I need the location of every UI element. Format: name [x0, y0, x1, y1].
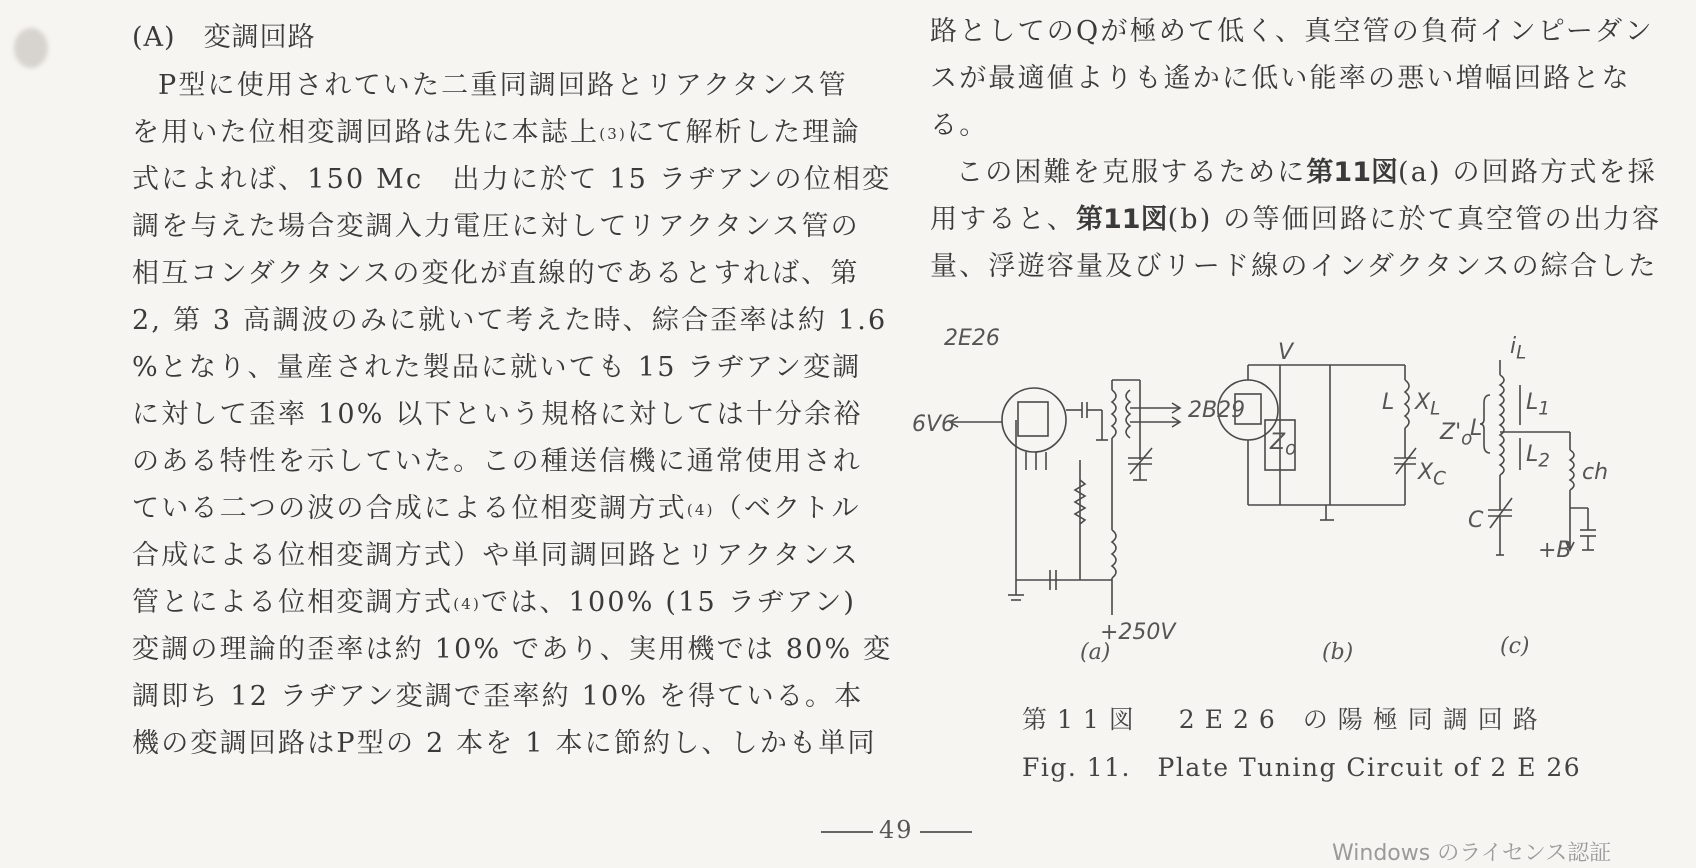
tube-label-a: 2E26 [944, 326, 1000, 351]
section-heading: (A) 変調回路 [132, 22, 316, 53]
text-line: 用すると、第11図(b) の等価回路に於て真空管の出力容 [930, 204, 1662, 235]
l-label-c: L [1470, 416, 1483, 441]
figure-caption-jp: 第11図 2E26 の陽極同調回路 [1022, 705, 1548, 734]
tube-label-b: V [1278, 340, 1294, 365]
xc-label-b: $X_C$ [1418, 460, 1446, 490]
l2-label-c: $L_2$ [1526, 442, 1550, 472]
xl-label-b: $X_L$ [1415, 390, 1441, 420]
text-line: 量、浮遊容量及びリード線のインダクタンスの綜合した [930, 251, 1658, 282]
right-paragraph-1 [930, 8, 1670, 149]
text-line: る。 [930, 110, 989, 141]
text-line: 2, 第 3 高調波のみに就いて考えた時、綜合歪率は約 1.6 [132, 305, 888, 336]
text-line: に対して歪率 10% 以下という規格に対しては十分余裕 [132, 399, 863, 430]
page-number-dash-right [920, 831, 972, 833]
text-line: 合成による位相変調方式）や単同調回路とリアクタンス [132, 540, 860, 571]
l-label-b: L [1382, 390, 1395, 415]
text-line: 相互コンダクタンスの変化が直線的であるとすれば、第 [132, 258, 860, 289]
text-line: 管とによる位相変調方式$^{(4)}$では、100% (15 ラヂアン) [132, 587, 857, 618]
b-plus-label-c: +B [1538, 538, 1572, 563]
text-line: 変調の理論的歪率は約 10% であり、実用機では 80% 変 [132, 634, 893, 665]
reference-marker: (4) [686, 501, 715, 519]
z0-label-b: $Z_o$ [1270, 430, 1297, 460]
b-plus-label-a: +250V [1100, 620, 1176, 645]
reference-marker: (3) [599, 125, 628, 143]
windows-activation-watermark: Windows のライセンス認証 [1332, 841, 1612, 866]
figure-11 [912, 326, 1670, 670]
paper-stain [14, 28, 48, 68]
output-label-a: 2B29 [1188, 398, 1246, 423]
figure-reference: 第11図 [1306, 157, 1398, 188]
page-number-dash-left [821, 831, 873, 833]
text-line: 調即ち 12 ラヂアン変調で歪率約 10% を得ている。本 [132, 681, 864, 712]
circuit-b [1218, 365, 1416, 520]
c-label-c: C [1468, 508, 1484, 533]
text-line: のある特性を示していた。この種送信機に通常使用され [132, 446, 862, 477]
figure-reference: 第11図 [1076, 204, 1168, 235]
text-line: この困難を克服するために第11図(a) の回路方式を採 [956, 157, 1657, 188]
left-column [132, 18, 893, 767]
tag-a: (a) [1080, 640, 1111, 665]
z0-prime-label-b: $Z'_o$ [1440, 420, 1473, 450]
page-number [815, 816, 978, 844]
text-line: %となり、量産された製品に就いても 15 ラヂアン変調 [132, 352, 862, 383]
circuit-a [950, 380, 1180, 615]
text-line: 式によれば、150 Mc 出力に於て 15 ラヂアンの位相変 [132, 164, 892, 195]
tag-c: (c) [1500, 634, 1530, 659]
text-line: スが最適値よりも遙かに低い能率の悪い増幅回路とな [930, 63, 1631, 94]
right-paragraph-2 [930, 149, 1670, 290]
text-line: ている二つの波の合成による位相変調方式$^{(4)}$（ベクトル [132, 493, 861, 524]
reference-marker: (4) [453, 595, 482, 613]
left-paragraph [132, 62, 893, 767]
text-line: を用いた位相変調回路は先に本誌上$^{(3)}$にて解析した理論 [132, 117, 861, 148]
page-number-value: 49 [879, 816, 914, 844]
text-line: 路としてのQが極めて低く、真空管の負荷インピーダン [930, 16, 1654, 47]
text-line: 調を与えた場合変調入力電圧に対してリアクタンス管の [132, 211, 860, 242]
text-line: 機の変調回路はP型の 2 本を 1 本に節約し、しかも単同 [132, 728, 877, 759]
tag-b: (b) [1322, 640, 1354, 665]
right-column [930, 8, 1670, 290]
il-label-c: $i_L$ [1510, 334, 1527, 364]
ch-label-c: ch [1582, 460, 1609, 485]
input-label-a: 6V6 [912, 412, 956, 437]
text-line: P型に使用されていた二重同調回路とリアクタンス管 [158, 70, 848, 101]
circuit-diagram [930, 330, 1670, 670]
l1-label-c: $L_1$ [1526, 390, 1550, 420]
figure-caption-en: Fig. 11. Plate Tuning Circuit of 2 E 26 [1022, 753, 1582, 782]
